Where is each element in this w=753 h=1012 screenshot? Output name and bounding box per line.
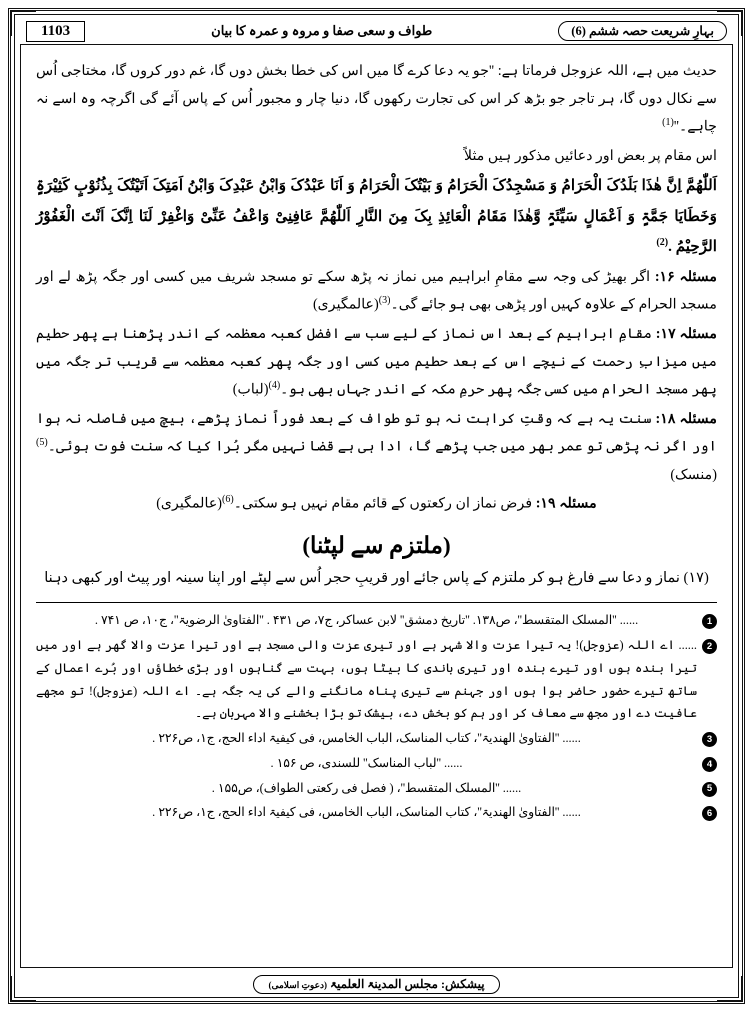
footnote-number: 3 [702,732,717,747]
masla-17 [36,321,717,405]
footnote-marker-2: (2) [656,237,669,249]
footnote-number: 4 [702,757,717,772]
masla-17-label: مسئلہ ۱۷: [655,325,717,342]
masla-17-text: مقامِ ابراہیم کے بعد اس نماز کے لیے سب سے افضل کعبہ معظمہ کے اندر پڑھنا ہے پھر حطیم میں میزابِ رحمت کے نیچے اس کے بعد حطیم میں کسی اور جگہ پھر کعبہ معظمہ سے قریب تر جگہ میں پھر مسجد الحرام میں کسی جگہ پھر حرمِ مکہ کے اندر جہاں بھی ہو۔ [36,325,717,398]
publisher-label: پیشکش: مجلس المدینۃ العلمیۃ [329,976,485,991]
section-subtitle: (۱۷) نماز و دعا سے فارغ ہو کر ملتزم کے پاس جائے اور قریبِ حجر اُس سے لپٹے اور اپنا سینہ اور پیٹ اور کبھی دہنا [44,569,709,586]
footnote-item [36,801,717,824]
page-header [22,18,731,44]
masla-16-label: مسئلہ ۱۶: [654,268,718,285]
footnote-text: ...... ''المسلک المتقسط''، ص۱۳۸. ''تاریخ دمشق'' لابن عساکر، ج۷، ص ۴۳۱ . ''الفتاویٰ الرضویۃ''، ج۱۰، ص ۷۴۱ . [94,613,639,628]
masla-19-label: مسئلہ ۱۹: [535,496,597,513]
footnote-item [36,752,717,775]
footnote-number: 6 [702,806,717,821]
masla-19 [36,490,717,518]
masla-16 [36,264,717,320]
footnote-number: 1 [702,614,717,629]
masla-16-ref: (3) [378,295,391,307]
arabic-dua [36,171,717,262]
footnote-text: ...... اے اللہ (عزوجل)! یہ تیرا عزت والا شہر ہے اور تیری عزت والی مسجد ہے اور تیرا عزت والا گھر ہے اور میں تیرا بندہ ہوں اور تیرے بندہ اور تیری باندی کا بیٹا ہوں، بہت سے گناہوں اور بڑی خطاؤں اور بُرے اعمال کے ساتھ تیرے حضور حاضر ہوا ہوں اور جہنم سے تیری پناہ مانگنے والے کی یہ جگہ ہے۔ اے اللہ (عزوجل)! تو مجھے عافیت دے اور مجھ سے معاف کر اور ہم کو بخش دے، بیشک تو بڑا بخشنے والا مہربان ہے۔ [36,638,697,721]
publisher-sub-label: (دعوتِ اسلامی) [268,979,327,990]
body-paragraph-1 [36,58,717,142]
footnote-text: ...... ''لباب المناسک'' للسندی، ص ۱۵۶ . [270,755,463,770]
masla-17-ref-name: (لباب) [232,381,269,398]
masla-18-ref-name: (منسک) [670,466,717,483]
footnote-item [36,609,717,632]
publisher-credit [253,975,499,994]
page-number: 1103 [26,21,85,42]
masla-18 [36,406,717,490]
page-content [30,54,723,956]
footnote-text: ...... ''الفتاویٰ الھندیۃ''، کتاب المناسک، الباب الخامس، فی کیفیۃ اداء الحج، ج۱، ص۲۲۶ . [152,731,581,746]
footnote-number: 5 [702,782,717,797]
footnote-marker-1: (1) [662,117,674,129]
footnote-item [36,634,717,725]
masla-18-text: سنت یہ ہے کہ وقتِ کراہت نہ ہو تو طواف کے بعد فوراً نماز پڑھے، بیچ میں فاصلہ نہ ہوا اور اگر نہ پڑھی تو عمر بھر میں جب پڑھے گا، ادا ہی ہے قضا نہیں مگر بُرا کیا کہ سنت فوت ہوئی۔ [36,410,717,456]
masla-19-text: فرض نماز ان رکعتوں کے قائم مقام نہیں ہو سکتی۔ [233,496,533,513]
arabic-dua-text: اَللّٰھُمَّ اِنَّ ھٰذَا بَلَدُکَ الْحَرَامُ وَ مَسْجِدُکَ الْحَرَامُ وَ بَیْتُکَ الْحَرَامُ وَ اَنَا عَبْدُکَ وَابْنُ عَبْدِکَ وَابْنُ اَمَتِکَ اَتَیْتُکَ بِذُنُوْبٍ کَثِیْرَۃٍ وَخَطَایَا جَمَّۃٍ وَ اَعْمَالٍ سَیِّئَۃٍ وَّھٰذَا مَقَامُ الْعَائِذِ بِکَ مِنَ النَّارِ اَللّٰھُمَّ عَافِنِیْ وَاعْفُ عَنِّیْ وَاغْفِرْ لَنَا اِنَّکَ اَنْتَ الْغَفُوْرُ الرَّحِیْمُ . [36,177,717,256]
book-title: بہارِ شریعت حصہ ششم (6) [558,21,727,41]
body-paragraph-2: اس مقام پر بعض اور دعائیں مذکور ہیں مثلاً [464,147,717,164]
chapter-title: طواف و سعی صفا و مروہ و عمرہ کا بیان [211,23,433,38]
masla-16-ref-name: (عالمگیری) [312,297,379,314]
footnote-item [36,777,717,800]
masla-16-text: اگر بھیڑ کی وجہ سے مقامِ ابراہیم میں نماز نہ پڑھ سکے تو مسجد شریف میں کسی اور جگہ پڑھ لے اور مسجد الحرام کے علاوہ کہیں اور پڑھی بھی ہو جائے گی۔ [36,268,717,314]
body-paragraph-1-text: حدیث میں ہے، اللہ عزوجل فرماتا ہے: ''جو یہ دعا کرے گا میں اس کی خطا بخش دوں گا، غم دور کروں گا، مختاجی اُس سے نکال دوں گا، ہر تاجر جو بڑھ کر اس کی تجارت رکھوں گا، دنیا چار و مجبور اُس کے پاس آئے گی اگرچہ وہ اسے نہ چاہے۔'' [36,63,717,136]
masla-19-ref: (6) [222,494,234,506]
page-footer [22,972,731,996]
masla-19-ref-name: (عالمگیری) [156,496,223,513]
masla-18-ref: (5) [36,437,48,449]
section-heading: (ملتزم سے لپٹنا) [302,532,451,558]
footnote-separator [36,602,717,603]
masla-17-ref: (4) [268,380,281,392]
footnote-item [36,727,717,750]
footnote-text: ...... ''المسلک المتقسط''، ( فصل فی رکعتی الطواف)، ص۱۵۵ . [211,780,522,795]
footnote-text: ...... ''الفتاویٰ الھندیۃ''، کتاب المناسک، الباب الخامس، فی کیفیۃ اداء الحج، ج۱، ص۲۲۶ . [152,805,581,820]
masla-18-label: مسئلہ ۱۸: [655,410,717,427]
footnote-number: 2 [702,639,717,654]
